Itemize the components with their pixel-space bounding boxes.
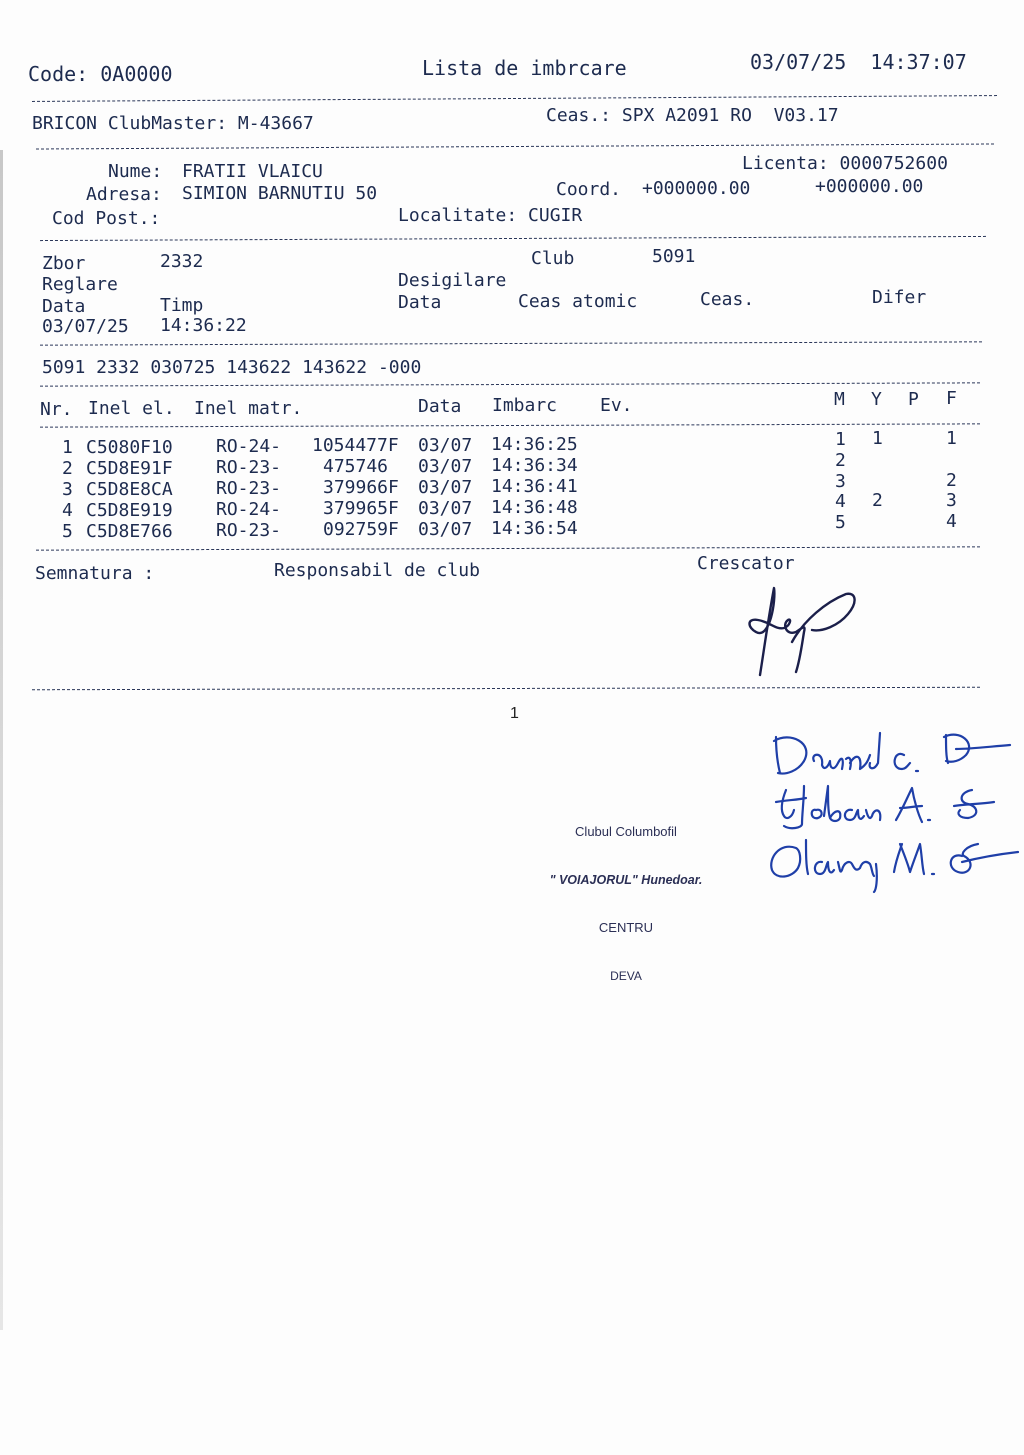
breeder-signature [730,580,870,680]
data-label: Data [42,296,86,317]
license: Licenta: 0000752600 [742,153,948,174]
row-time: 14:36:48 [491,497,578,518]
divider [40,236,986,241]
device-info: BRICON ClubMaster: M-43667 [32,113,314,134]
row-prefix: RO-24- [216,436,282,457]
row-nr: 1 [62,437,73,458]
handwritten-signature-2 [772,780,1002,836]
coord-label: Coord. [556,179,622,200]
zbor-label: Zbor [42,253,86,274]
stamp-line-1: Clubul Columbofil [575,824,677,839]
col-nr: Nr. [40,399,73,420]
row-prefix: RO-23- [216,478,282,499]
row-time: 14:36:25 [491,434,578,455]
row-y: 1 [872,428,883,449]
row-m: 1 [835,429,846,450]
row-inel-el: C5D8E919 [86,500,173,521]
row-data: 03/07 [418,498,473,519]
coord-lon: +000000.00 [815,176,924,197]
timp-label: Timp [160,295,204,316]
desigilare-label: Desigilare [398,270,507,291]
divider [32,687,980,690]
reglare-time: 14:36:22 [160,315,247,336]
reglare-date: 03/07/25 [42,316,129,337]
col-p: P [908,389,919,410]
handwritten-signature-3 [766,834,1022,894]
row-prefix: RO-24- [216,499,282,520]
name-label: Nume: [108,161,163,182]
row-inel-el: C5D8E91F [86,458,173,479]
row-matr: 475746 [323,456,389,477]
col-f: F [946,388,957,409]
paper-edge-shadow [0,150,3,1330]
stamp-line-3: CENTRU [598,920,654,935]
clock-label: Ceas. [700,289,755,310]
row-data: 03/07 [418,456,473,477]
divider [40,341,982,345]
row-data: 03/07 [418,519,473,540]
divider [32,95,997,102]
row-prefix: RO-23- [216,457,282,478]
page-number: 1 [510,705,519,722]
print-datetime: 03/07/25 14:37:07 [750,50,967,74]
row-inel-el: C5D8E8CA [86,479,173,500]
club-value: 5091 [652,246,696,267]
row-matr: 1054477F [312,435,399,456]
difference-label: Difer [872,287,927,308]
club-label: Club [531,248,575,269]
owner-name: FRATII VLAICU [182,161,323,182]
row-time: 14:36:41 [491,476,578,497]
row-time: 14:36:54 [491,518,578,539]
col-m: M [834,389,845,410]
col-data: Data [418,396,462,417]
row-m: 4 [835,491,846,512]
row-f: 2 [946,470,957,491]
row-m: 3 [835,471,846,492]
row-time: 14:36:34 [491,455,578,476]
address-label: Adresa: [86,184,162,205]
owner-address: SIMION BARNUTIU 50 [182,183,378,204]
stamp-line-4: DEVA [610,969,642,983]
club-responsible-label: Responsabil de club [274,560,480,581]
row-f: 3 [946,490,957,511]
handwritten-signature-1 [770,725,1020,785]
club-stamp [526,792,726,1016]
row-nr: 4 [62,500,73,521]
col-ev: Ev. [600,395,633,416]
code-label: Code: 0A0000 [28,62,173,86]
row-f: 4 [946,511,957,532]
row-nr: 3 [62,479,73,500]
col-imbarc: Imbarc [492,395,558,416]
row-inel-el: C5D8E766 [86,521,173,542]
col-inel-matr: Inel matr. [194,398,303,419]
row-nr: 2 [62,458,73,479]
postal-code-label: Cod Post.: [52,208,161,229]
row-matr: 092759F [323,519,399,540]
signature-label: Semnatura : [35,563,155,584]
row-prefix: RO-23- [216,520,282,541]
zbor-value: 2332 [160,251,204,272]
row-f: 1 [946,428,957,449]
row-m: 5 [835,512,846,533]
row-data: 03/07 [418,435,473,456]
divider [36,546,980,550]
row-matr: 379966F [323,477,399,498]
row-y: 2 [872,490,883,511]
row-matr: 379965F [323,498,399,519]
atomic-clock-label: Ceas atomic [518,291,638,312]
divider [40,382,980,386]
locality: Localitate: CUGIR [398,205,583,226]
clock-info: Ceas.: SPX A2091 RO V03.17 [546,105,839,126]
breeder-label: Crescator [697,553,795,574]
row-data: 03/07 [418,477,473,498]
col-y: Y [871,389,882,410]
divider [40,423,980,427]
row-inel-el: C5080F10 [86,437,173,458]
divider [36,143,994,149]
coord-lat: +000000.00 [642,178,751,199]
col-inel-el: Inel el. [88,398,175,419]
desigilare-data-label: Data [398,292,442,313]
row-nr: 5 [62,521,73,542]
stamp-line-2: " VOIAJORUL" Hunedoar. [549,873,703,887]
document-title: Lista de imbrcare [422,56,627,80]
reglare-label: Reglare [42,274,118,295]
flight-code-line: 5091 2332 030725 143622 143622 -000 [42,357,422,378]
row-m: 2 [835,450,846,471]
